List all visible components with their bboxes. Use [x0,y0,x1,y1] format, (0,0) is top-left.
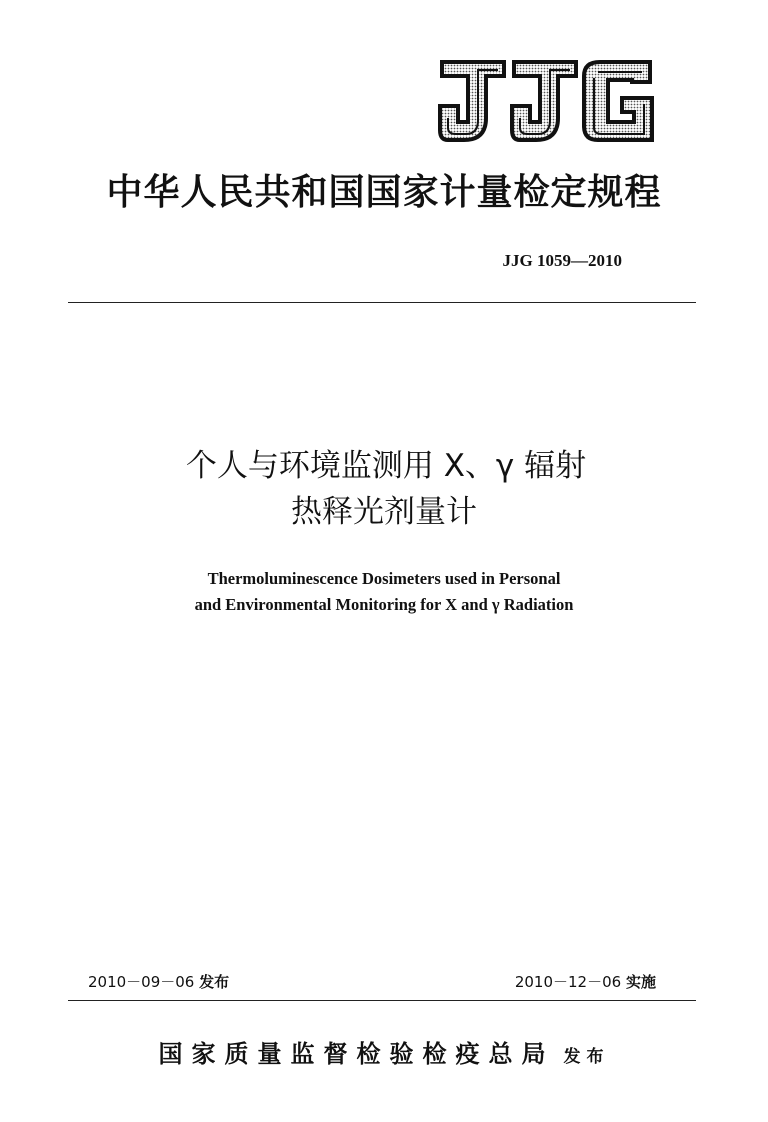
standard-number: JJG 1059—2010 [502,251,622,270]
logo-letter-g [584,62,652,140]
title-english-line-2: and Environmental Monitoring for X and γ Radiation [194,595,574,614]
publisher-name: 国家质量监督检验检疫总局 [158,1039,555,1068]
issuing-authority-title: 中华人民共和国国家计量检定规程 [106,171,662,213]
publisher-action: 发布 [563,1047,610,1067]
implementation-date-suffix: 实施 [625,973,656,991]
issue-date [88,972,229,992]
implementation-date-value: 2010－12－06 [514,973,622,991]
logo-letter-j-1 [440,62,504,140]
title-english-line-1: Thermoluminescence Dosimeters used in Personal [207,569,561,588]
implementation-date [515,972,656,992]
top-divider [68,302,696,303]
issue-date-value: 2010－09－06 [88,973,195,991]
issue-date-suffix: 发布 [199,973,230,991]
publisher-line [0,1034,768,1069]
title-chinese-line-1: 个人与环境监测用 X、γ 辐射 [185,448,587,484]
title-chinese-line-2: 热释光剂量计 [291,494,477,530]
jjg-logo [438,58,656,144]
bottom-divider [68,1000,696,1001]
logo-letter-j-2 [512,62,576,140]
